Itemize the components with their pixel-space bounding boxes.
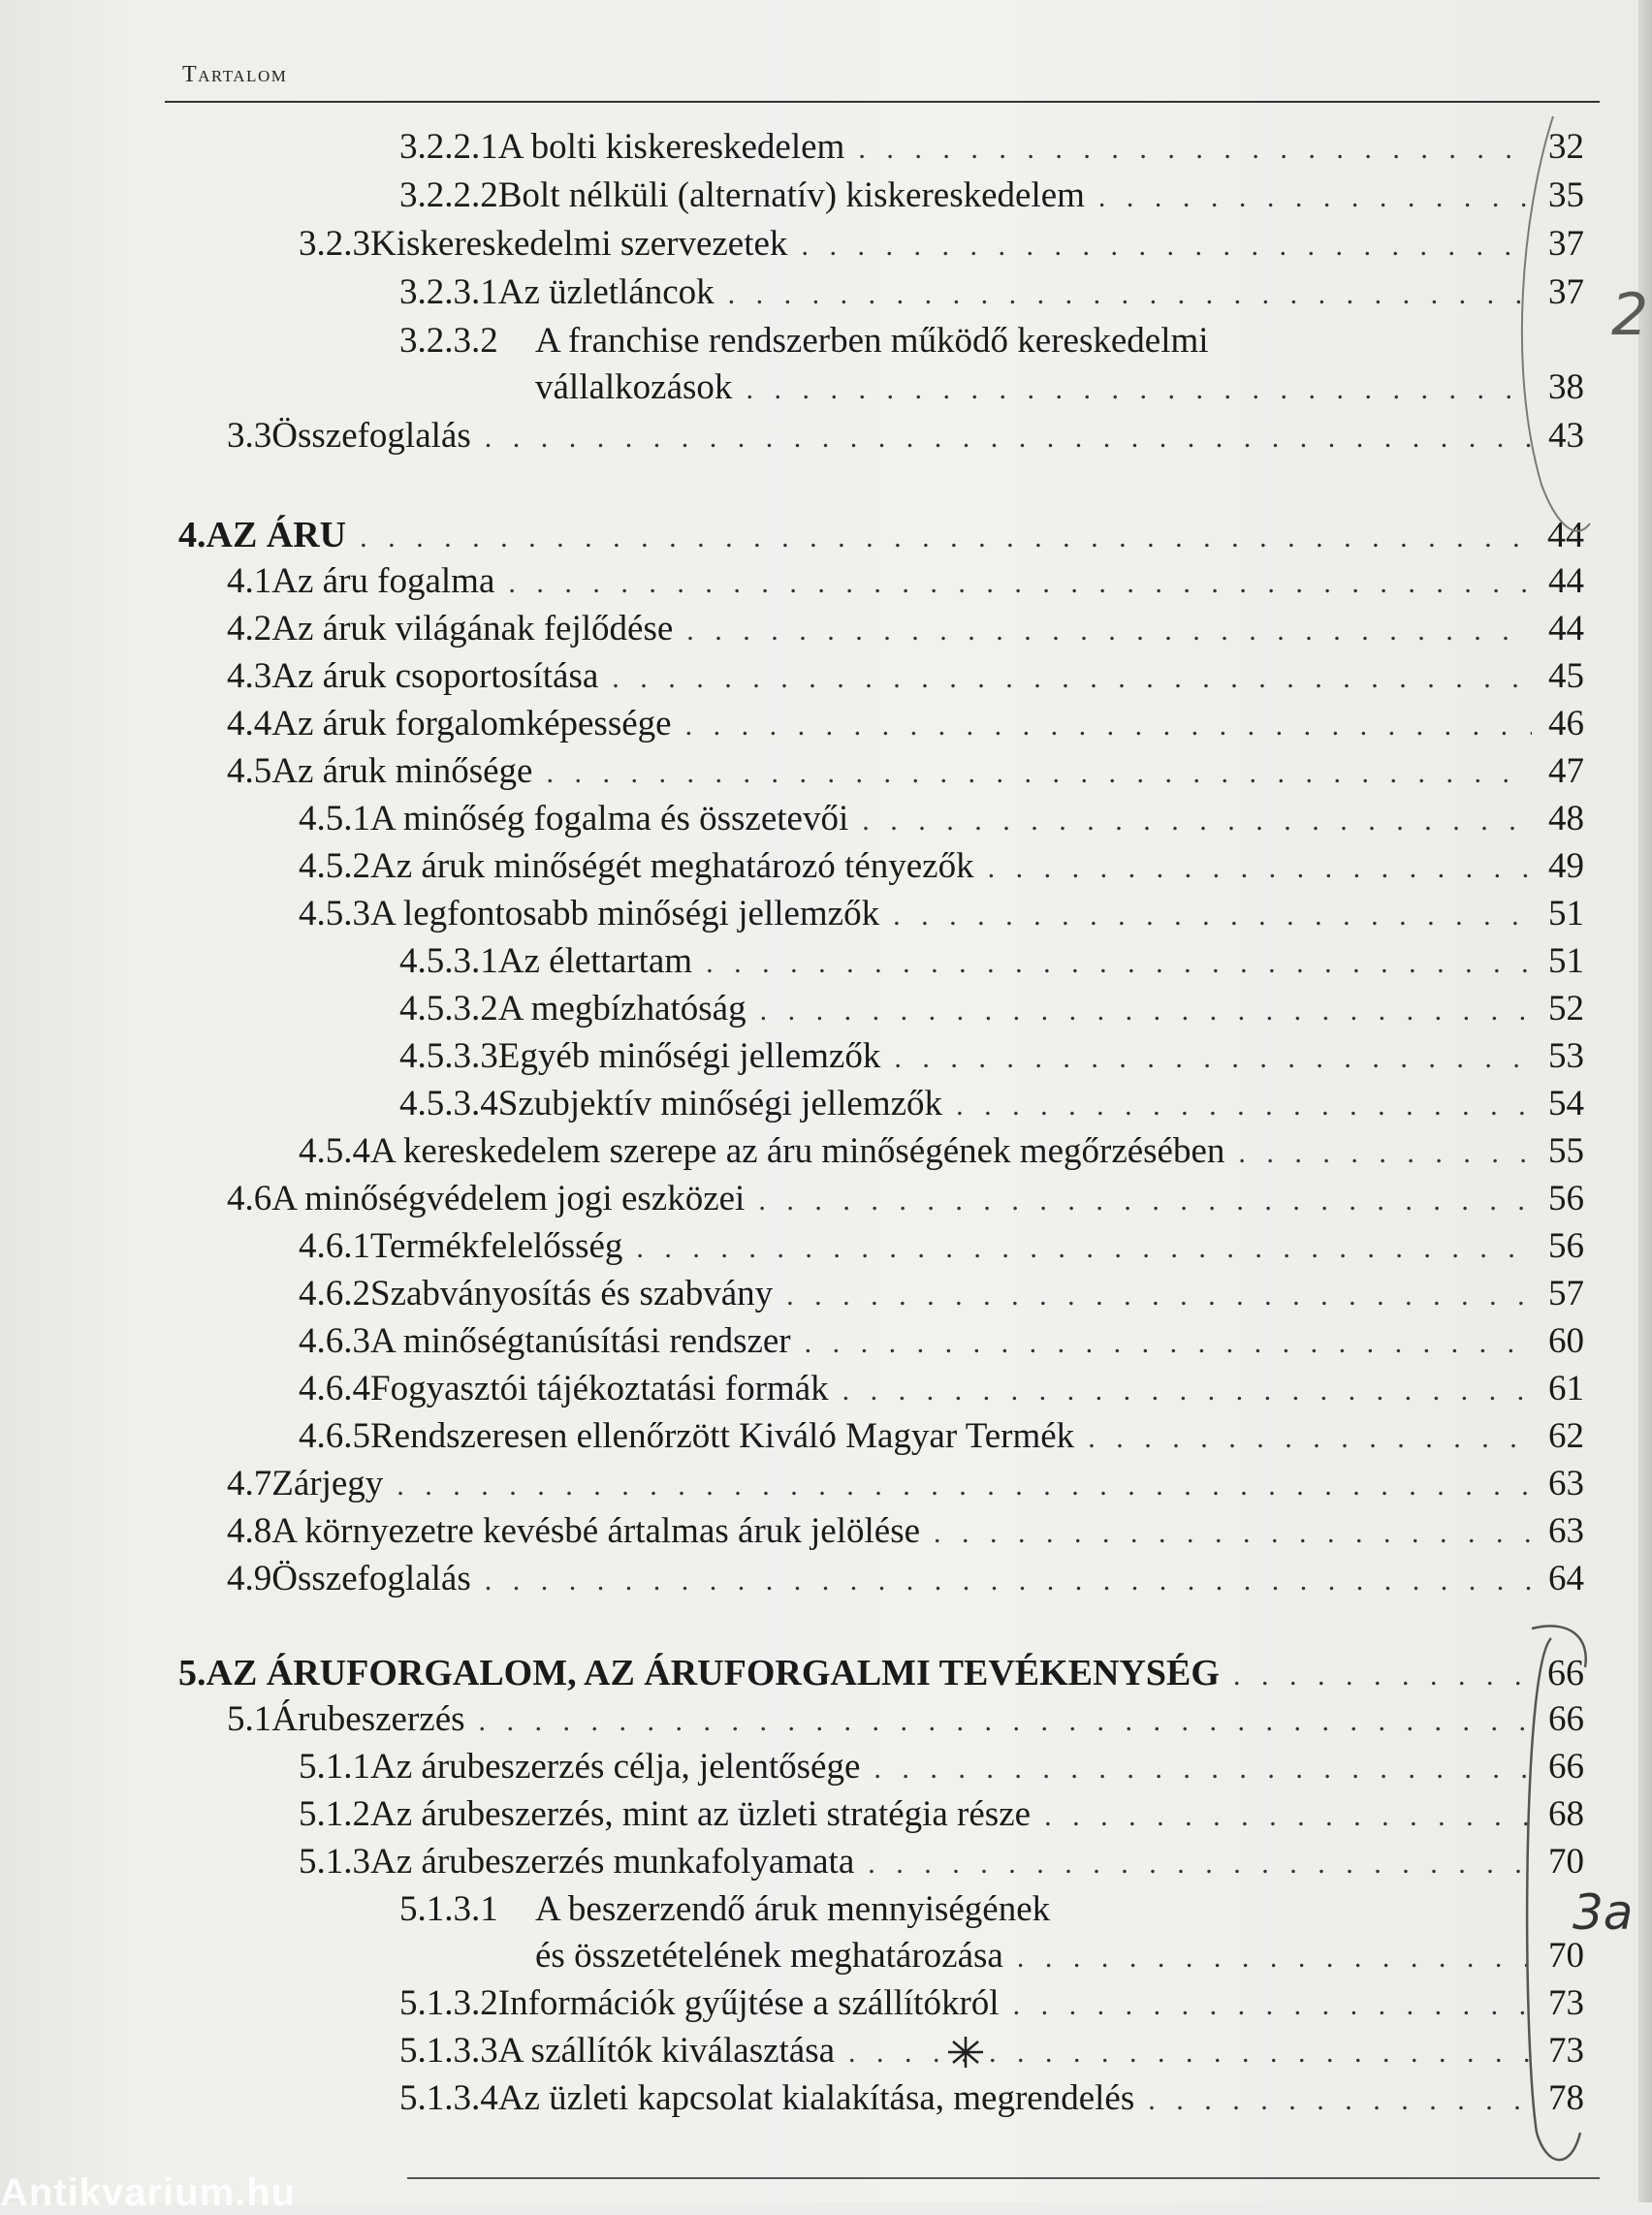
dot-leader <box>636 1227 1532 1270</box>
dot-leader <box>397 1465 1532 1507</box>
toc-entry <box>299 223 1584 268</box>
entry-page: 53 <box>1548 1036 1584 1076</box>
entry-page: 44 <box>1548 609 1584 649</box>
footer-rule <box>407 2177 1600 2179</box>
dot-leader <box>546 752 1532 795</box>
dot-leader <box>686 610 1532 652</box>
entry-page: 51 <box>1548 894 1584 933</box>
entry-page: 46 <box>1548 704 1584 744</box>
chapter-entry <box>178 514 1584 559</box>
toc-entry <box>299 1130 1584 1175</box>
entry-title: Információk gyűjtése a szállítókról <box>497 1983 1000 2023</box>
entry-number: 5.1.3.1 <box>399 1889 498 1929</box>
dot-leader <box>1233 1655 1532 1697</box>
entry-title: Az élettartam <box>497 941 693 981</box>
dot-leader <box>479 1700 1532 1743</box>
entry-page: 66 <box>1548 1747 1584 1787</box>
entry-page: 63 <box>1548 1511 1584 1551</box>
entry-number: 3.2.2.2 <box>399 175 498 215</box>
toc-entry <box>399 988 1584 1032</box>
toc-entry <box>399 126 1584 171</box>
entry-title: A legfontosabb minőségi jellemzők <box>370 894 880 933</box>
entry-title: Fogyasztói tájékoztatási formák <box>370 1369 829 1408</box>
toc-entry <box>227 655 1584 700</box>
entry-title: A kereskedelem szerepe az áru minőségének megőrzésében <box>370 1131 1225 1171</box>
entry-title: A franchise rendszerben működő kereskedelmi <box>535 321 1209 361</box>
entry-number: 4.1 <box>227 561 272 601</box>
entry-title: Zárjegy <box>271 1464 384 1503</box>
entry-number: 4.6.4 <box>299 1369 370 1408</box>
toc-entry <box>399 1982 1584 2027</box>
dot-leader <box>728 273 1532 316</box>
chapter-title: AZ ÁRU <box>206 515 347 555</box>
entry-number: 4.5.3 <box>299 894 370 933</box>
dot-leader <box>760 990 1532 1032</box>
entry-page: 66 <box>1548 1699 1584 1739</box>
toc-entry <box>299 1320 1584 1365</box>
entry-number: 4.6 <box>227 1179 272 1218</box>
toc-entry <box>399 2030 1584 2074</box>
toc-entry <box>227 415 1584 459</box>
entry-page: 56 <box>1548 1179 1584 1218</box>
entry-title: Termékfelelősség <box>370 1226 623 1266</box>
entry-number: 4.6.1 <box>299 1226 370 1266</box>
dot-leader <box>485 417 1532 459</box>
entry-page: 54 <box>1548 1084 1584 1123</box>
entry-number: 4.5.4 <box>299 1131 370 1171</box>
dot-leader <box>508 562 1532 605</box>
entry-number: 4.5 <box>227 751 272 791</box>
dot-leader <box>868 1843 1532 1885</box>
toc-entry <box>299 1746 1584 1790</box>
entry-number: 3.2.2.1 <box>399 127 498 167</box>
entry-title: Kiskereskedelmi szervezetek <box>370 224 788 264</box>
toc-entry <box>227 560 1584 605</box>
toc-entry <box>299 1793 1584 1838</box>
toc-entry <box>227 1558 1584 1602</box>
dot-leader <box>746 368 1532 411</box>
entry-page: 48 <box>1548 799 1584 839</box>
toc-entry <box>299 1841 1584 1885</box>
dot-leader <box>758 1180 1532 1222</box>
entry-number: 4.5.3.4 <box>399 1084 498 1123</box>
watermark: Antikvarium.hu <box>0 2171 297 2214</box>
toc-entry <box>399 271 1584 316</box>
entry-title: Az árubeszerzés, mint az üzleti stratégia része <box>370 1794 1032 1834</box>
entry-title: Az árubeszerzés munkafolyamata <box>370 1842 855 1882</box>
entry-number: 4.5.1 <box>299 799 370 839</box>
entry-page: 70 <box>1548 1842 1584 1882</box>
chapter-number: 5. <box>178 1653 206 1693</box>
entry-title: A minőségvédelem jogi eszközei <box>271 1179 746 1218</box>
entry-title: Az áruk forgalomképessége <box>271 704 672 744</box>
entry-page: 51 <box>1548 941 1584 981</box>
entry-title: A minőségtanúsítási rendszer <box>370 1321 791 1361</box>
entry-title: Az áruk világának fejlődése <box>271 609 674 649</box>
entry-title: Az üzletláncok <box>497 272 715 312</box>
dot-leader <box>1017 1937 1532 1979</box>
entry-page: 37 <box>1548 224 1584 264</box>
entry-page: 78 <box>1548 2078 1584 2118</box>
entry-number: 5.1.1 <box>299 1747 370 1787</box>
entry-number: 4.9 <box>227 1559 272 1598</box>
toc-entry <box>227 1463 1584 1507</box>
dot-leader <box>485 1560 1532 1602</box>
entry-page: 35 <box>1548 175 1584 215</box>
dot-leader <box>612 657 1532 700</box>
dot-leader <box>1044 1795 1532 1838</box>
pencil-mark-2: 2 <box>1611 281 1649 349</box>
dot-leader <box>988 847 1532 890</box>
entry-number: 4.8 <box>227 1511 272 1551</box>
entry-number: 4.2 <box>227 609 272 649</box>
entry-page: 63 <box>1548 1464 1584 1503</box>
dot-leader <box>858 128 1532 171</box>
entry-title: A szállítók kiválasztása <box>497 2031 836 2071</box>
entry-title: Az áru fogalma <box>271 561 495 601</box>
entry-title: A környezetre kevésbé ártalmas áruk jelölése <box>271 1511 921 1551</box>
entry-page: 49 <box>1548 846 1584 886</box>
entry-title: A minőség fogalma és összetevői <box>370 799 849 839</box>
dot-leader <box>360 517 1532 559</box>
entry-number: 5.1 <box>227 1699 272 1739</box>
entry-title: Az üzleti kapcsolat kialakítása, megrendelés <box>497 2078 1135 2118</box>
dot-leader <box>894 1037 1532 1080</box>
entry-number: 5.1.3.3 <box>399 2031 498 2071</box>
dot-leader <box>842 1370 1532 1412</box>
entry-title: A megbízhatóság <box>497 989 747 1028</box>
running-head: Tartalom <box>182 62 288 87</box>
toc-entry <box>299 845 1584 890</box>
dot-leader <box>1013 1984 1532 2027</box>
chapter-title: AZ ÁRUFORGALOM, AZ ÁRUFORGALMI TEVÉKENYSÉG <box>206 1653 1220 1693</box>
dot-leader <box>1088 1417 1532 1460</box>
entry-title: A bolti kiskereskedelem <box>497 127 845 167</box>
entry-number: 5.1.3 <box>299 1842 370 1882</box>
entry-page: 57 <box>1548 1274 1584 1313</box>
entry-title: Az áruk csoportosítása <box>271 656 599 696</box>
entry-number: 3.2.3.2 <box>399 321 498 361</box>
entry-number: 4.5.2 <box>299 846 370 886</box>
toc-entry <box>299 1368 1584 1412</box>
entry-page: 73 <box>1548 1983 1584 2023</box>
toc-entry <box>399 174 1584 219</box>
toc-entry <box>299 798 1584 842</box>
entry-title: Szabványosítás és szabvány <box>370 1274 774 1313</box>
entry-page: 45 <box>1548 656 1584 696</box>
entry-number: 3.2.3 <box>299 224 370 264</box>
entry-title-continued: és összetételének meghatározása <box>535 1936 1003 1976</box>
entry-number: 4.5.3.1 <box>399 941 498 981</box>
entry-page: 70 <box>1548 1936 1584 1976</box>
toc-entry <box>399 1083 1584 1127</box>
dot-leader <box>1098 176 1532 219</box>
dot-leader <box>893 895 1532 937</box>
entry-page: 68 <box>1548 1794 1584 1834</box>
entry-title: Összefoglalás <box>271 416 471 456</box>
toc-entry <box>299 893 1584 937</box>
entry-number: 4.4 <box>227 704 272 744</box>
toc-entry-continuation <box>535 1935 1584 1979</box>
entry-title: Rendszeresen ellenőrzött Kiváló Magyar Termék <box>370 1416 1075 1456</box>
entry-number: 3.3 <box>227 416 272 456</box>
entry-number: 4.3 <box>227 656 272 696</box>
toc-entry <box>227 1510 1584 1555</box>
entry-title-continued: vállalkozások <box>535 367 733 407</box>
dot-leader <box>874 1748 1532 1790</box>
toc-entry <box>227 703 1584 747</box>
entry-page: 64 <box>1548 1559 1584 1598</box>
toc-entry <box>399 2077 1584 2122</box>
entry-page: 56 <box>1548 1226 1584 1266</box>
dot-leader <box>706 942 1532 985</box>
entry-page: 43 <box>1548 416 1584 456</box>
entry-title: Az áruk minősége <box>271 751 533 791</box>
entry-page: 37 <box>1548 272 1584 312</box>
entry-number: 5.1.3.2 <box>399 1983 498 2023</box>
dot-leader <box>1148 2079 1532 2122</box>
chapter-number: 4. <box>178 515 206 555</box>
pencil-mark-3a: 3a <box>1573 1884 1634 1941</box>
entry-page: 61 <box>1548 1369 1584 1408</box>
entry-title: Összefoglalás <box>271 1559 471 1598</box>
entry-page: 44 <box>1548 561 1584 601</box>
dot-leader <box>934 1512 1532 1555</box>
toc-entry <box>227 1698 1584 1743</box>
entry-page: 52 <box>1548 989 1584 1028</box>
entry-number: 4.6.2 <box>299 1274 370 1313</box>
toc-entry <box>399 940 1584 985</box>
entry-page: 62 <box>1548 1416 1584 1456</box>
entry-page: 60 <box>1548 1321 1584 1361</box>
entry-page: 66 <box>1547 1653 1584 1693</box>
entry-title: Egyéb minőségi jellemzők <box>497 1036 881 1076</box>
toc-entry <box>227 750 1584 795</box>
entry-page: 73 <box>1548 2031 1584 2071</box>
dot-leader <box>956 1085 1532 1127</box>
entry-page: 38 <box>1548 367 1584 407</box>
entry-page: 47 <box>1548 751 1584 791</box>
toc-entry-continuation <box>535 366 1584 411</box>
entry-title: Árubeszerzés <box>271 1699 465 1739</box>
entry-number: 4.7 <box>227 1464 272 1503</box>
toc-entry <box>227 608 1584 652</box>
entry-number: 4.5.3.2 <box>399 989 498 1028</box>
toc-entry <box>299 1415 1584 1460</box>
dot-leader <box>848 2032 1532 2074</box>
chapter-entry <box>178 1652 1584 1697</box>
dot-leader <box>805 1322 1532 1365</box>
entry-number: 4.5.3.3 <box>399 1036 498 1076</box>
toc-entry <box>399 1035 1584 1080</box>
dot-leader <box>1238 1132 1532 1175</box>
entry-title: Az áruk minőségét meghatározó tényezők <box>370 846 974 886</box>
entry-page: 55 <box>1548 1131 1584 1171</box>
toc-entry <box>227 1178 1584 1222</box>
entry-number: 4.6.5 <box>299 1416 370 1456</box>
entry-page: 32 <box>1548 127 1584 167</box>
toc-entry <box>299 1273 1584 1317</box>
toc-entry <box>299 1225 1584 1270</box>
entry-title: Bolt nélküli (alternatív) kiskereskedelem <box>497 175 1085 215</box>
entry-number: 5.1.3.4 <box>399 2078 498 2118</box>
entry-title: Az árubeszerzés célja, jelentősége <box>370 1747 861 1787</box>
entry-number: 5.1.2 <box>299 1794 370 1834</box>
entry-title: Szubjektív minőségi jellemzők <box>497 1084 943 1123</box>
entry-page: 44 <box>1547 515 1584 555</box>
dot-leader <box>786 1275 1532 1317</box>
toc-entry <box>399 1888 1369 1931</box>
dot-leader <box>801 225 1532 268</box>
entry-number: 3.2.3.1 <box>399 272 498 312</box>
entry-title: A beszerzendő áruk mennyiségének <box>535 1889 1051 1929</box>
toc-entry <box>399 320 1369 363</box>
entry-number: 4.6.3 <box>299 1321 370 1361</box>
dot-leader <box>685 705 1532 747</box>
dot-leader <box>862 800 1532 842</box>
